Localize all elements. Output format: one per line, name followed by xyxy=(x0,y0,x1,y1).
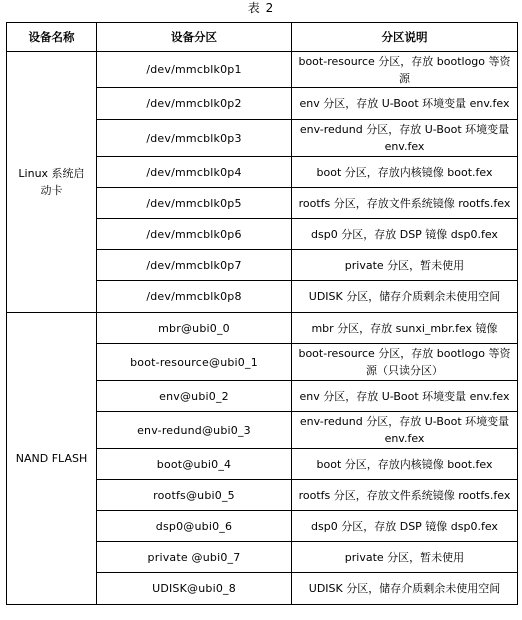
description-cell: private 分区，暂未使用 xyxy=(292,250,518,281)
description-cell: mbr 分区，存放 sunxi_mbr.fex 镜像 xyxy=(292,313,518,344)
description-cell: env 分区，存放 U-Boot 环境变量 env.fex xyxy=(292,88,518,120)
header-device-name: 设备名称 xyxy=(7,23,97,52)
partition-table xyxy=(6,22,518,605)
partition-cell: /dev/mmcblk0p5 xyxy=(97,188,292,219)
partition-cell: boot-resource@ubi0_1 xyxy=(97,344,292,381)
description-cell: dsp0 分区，存放 DSP 镜像 dsp0.fex xyxy=(292,511,518,542)
partition-cell: /dev/mmcblk0p3 xyxy=(97,120,292,157)
partition-cell: boot@ubi0_4 xyxy=(97,449,292,480)
description-cell: UDISK 分区，储存介质剩余未使用空间 xyxy=(292,573,518,605)
device-name-cell: Linux 系统启动卡 xyxy=(7,52,97,313)
table-caption: 表 2 xyxy=(247,1,275,15)
partition-cell: env-redund@ubi0_3 xyxy=(97,412,292,449)
description-cell: env-redund 分区，存放 U-Boot 环境变量 env.fex xyxy=(292,120,518,157)
description-cell: boot 分区，存放内核镜像 boot.fex xyxy=(292,449,518,480)
description-cell: dsp0 分区，存放 DSP 镜像 dsp0.fex xyxy=(292,219,518,250)
description-cell: private 分区，暂未使用 xyxy=(292,542,518,573)
header-partition-description: 分区说明 xyxy=(292,23,518,52)
partition-cell: env@ubi0_2 xyxy=(97,381,292,412)
header-device-partition: 设备分区 xyxy=(97,23,292,52)
description-cell: boot-resource 分区，存放 bootlogo 等资源 xyxy=(292,52,518,88)
table-row xyxy=(7,52,518,88)
description-cell: rootfs 分区，存放文件系统镜像 rootfs.fex xyxy=(292,480,518,511)
description-cell: env-redund 分区，存放 U-Boot 环境变量 env.fex xyxy=(292,412,518,449)
description-cell: boot-resource 分区，存放 bootlogo 等资源（只读分区） xyxy=(292,344,518,381)
partition-cell: /dev/mmcblk0p7 xyxy=(97,250,292,281)
table-row xyxy=(7,313,518,344)
partition-cell: /dev/mmcblk0p4 xyxy=(97,157,292,188)
partition-cell: dsp0@ubi0_6 xyxy=(97,511,292,542)
device-name-cell: NAND FLASH xyxy=(7,313,97,605)
partition-cell: private @ubi0_7 xyxy=(97,542,292,573)
description-cell: rootfs 分区，存放文件系统镜像 rootfs.fex xyxy=(292,188,518,219)
partition-cell: UDISK@ubi0_8 xyxy=(97,573,292,605)
description-cell: boot 分区，存放内核镜像 boot.fex xyxy=(292,157,518,188)
partition-cell: /dev/mmcblk0p2 xyxy=(97,88,292,120)
table-header-row xyxy=(7,23,518,52)
partition-cell: mbr@ubi0_0 xyxy=(97,313,292,344)
partition-cell: /dev/mmcblk0p6 xyxy=(97,219,292,250)
partition-cell: rootfs@ubi0_5 xyxy=(97,480,292,511)
description-cell: env 分区，存放 U-Boot 环境变量 env.fex xyxy=(292,381,518,412)
partition-cell: /dev/mmcblk0p8 xyxy=(97,281,292,313)
partition-cell: /dev/mmcblk0p1 xyxy=(97,52,292,88)
description-cell: UDISK 分区，储存介质剩余未使用空间 xyxy=(292,281,518,313)
